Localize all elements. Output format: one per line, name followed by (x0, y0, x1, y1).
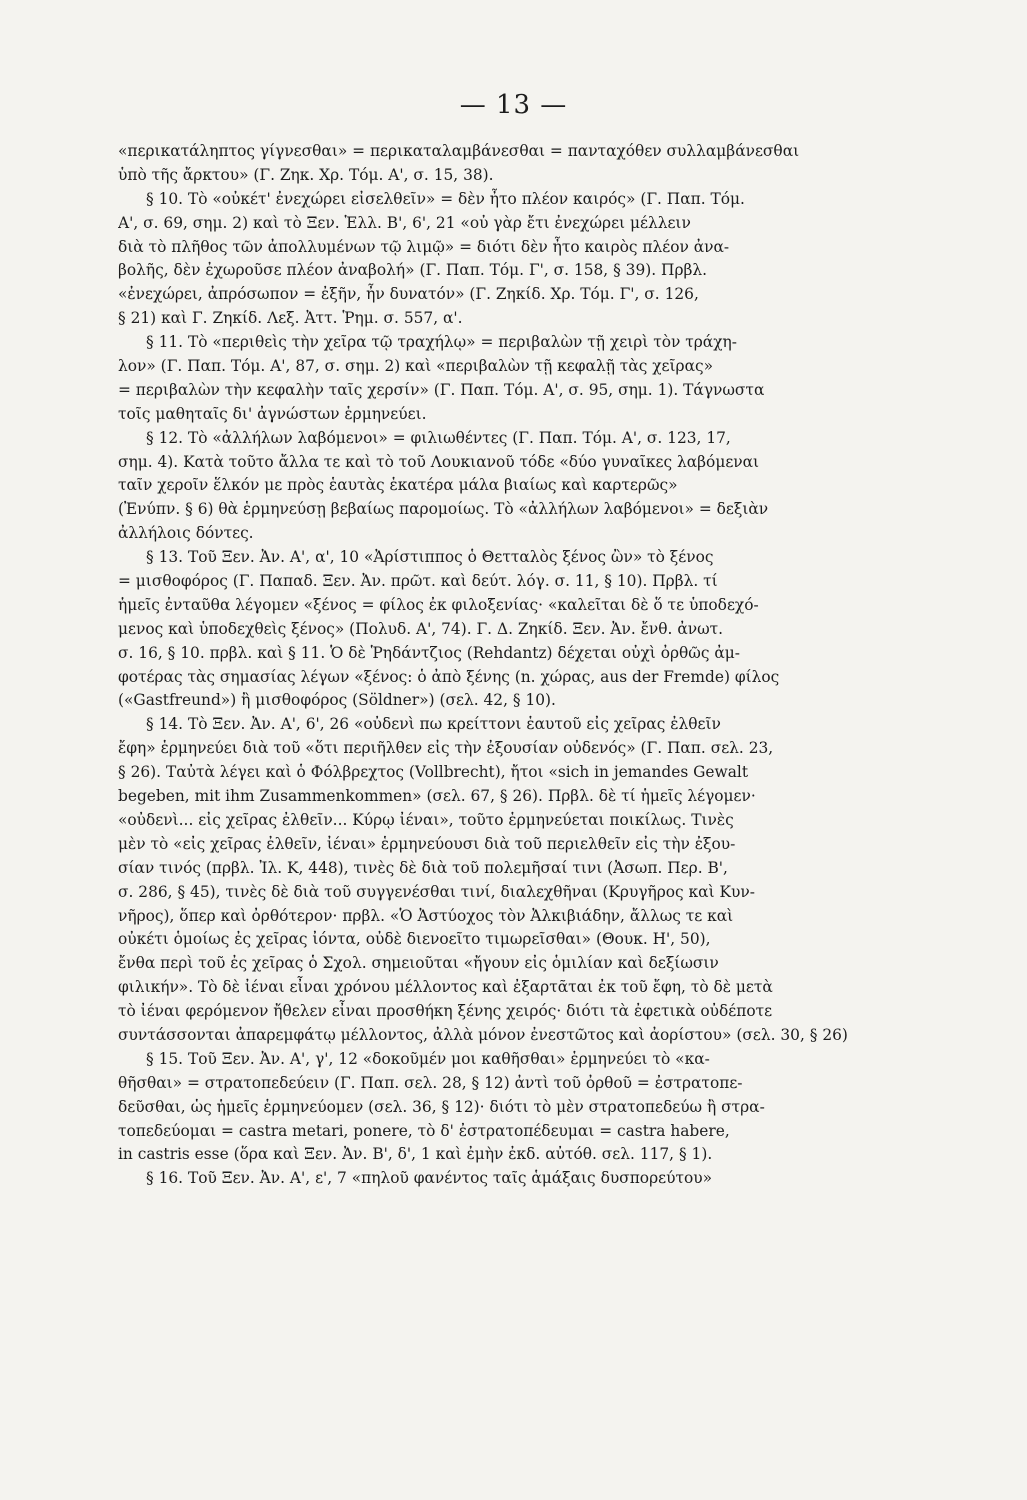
text-line: § 21) καὶ Γ. Ζηκίδ. Λεξ. Ἀττ. Ῥημ. σ. 557, α'. (118, 309, 463, 328)
text-line: σ. 16, § 10. πρβλ. καὶ § 11. Ὁ δὲ Ῥηδάντζιος (Rehdantz) δέχεται οὐχὶ ὀρθῶς ἀμ- (118, 643, 740, 662)
text-line: ὑπὸ τῆς ἄρκτου» (Γ. Ζηκ. Χρ. Τόμ. Α', σ. 15, 38). (118, 165, 494, 184)
text-line: («Gastfreund») ἢ μισθοφόρος (Söldner») (σελ. 42, § 10). (118, 691, 556, 710)
text-line: = μισθοφόρος (Γ. Παπαδ. Ξεν. Ἀν. πρῶτ. καὶ δεύτ. λόγ. σ. 11, § 10). Πρβλ. τί (118, 572, 718, 591)
text-line: φιλικήν». Τὸ δὲ ἰέναι εἶναι χρόνου μέλλοντος καὶ ἐξαρτᾶται ἐκ τοῦ ἔφη, τὸ δὲ μετὰ (118, 978, 773, 997)
text-line: ἔφη» ἑρμηνεύει διὰ τοῦ «ὅτι περιῆλθεν εἰς τὴν ἐξουσίαν οὐδενός» (Γ. Παπ. σελ. 23, (118, 739, 774, 758)
text-line: § 16. Τοῦ Ξεν. Ἀν. Α', ε', 7 «πηλοῦ φανέντος ταῖς ἁμάξαις δυσπορεύτου» (146, 1169, 713, 1188)
text-line: διὰ τὸ πλῆθος τῶν ἀπολλυμένων τῷ λιμῷ» = διότι δὲν ἦτο καιρὸς πλέον ἀνα- (118, 237, 730, 256)
text-line: νῆρος), ὅπερ καὶ ὀρθότερον· πρβλ. «Ὁ Ἀστύοχος τὸν Ἀλκιβιάδην, ἄλλως τε καὶ (118, 906, 734, 925)
text-line: μενος καὶ ὑποδεχθεὶς ξένος» (Πολυδ. Α', 74). Γ. Δ. Ζηκίδ. Ξεν. Ἀν. ἔνθ. ἀνωτ. (118, 619, 724, 638)
text-line: οὐκέτι ὁμοίως ἐς χεῖρας ἰόντα, οὐδὲ διενοεῖτο τιμωρεῖσθαι» (Θουκ. Η', 50), (118, 930, 711, 949)
text-line: τὸ ἰέναι φερόμενον ἤθελεν εἶναι προσθήκη ξένης χειρός· διότι τὰ ἐφετικὰ οὐδέποτε (118, 1002, 773, 1021)
text-line: τοπεδεύομαι = castra metari, ponere, τὸ δ' ἐστρατοπέδευμαι = castra habere, (118, 1121, 730, 1140)
body-text (118, 140, 900, 1191)
text-line: § 26). Ταὐτὰ λέγει καὶ ὁ Φόλβρεχτος (Vollbrecht), ἤτοι «sich in jemandes Gewalt (118, 763, 749, 782)
text-line: ἡμεῖς ἐνταῦθα λέγομεν «ξένος = φίλος ἐκ φιλοξενίας· «καλεῖται δὲ ὅ τε ὑποδεχό- (118, 595, 759, 614)
text-line: φοτέρας τὰς σημασίας λέγων «ξένος: ὁ ἀπὸ ξένης (n. χώρας, aus der Fremde) φίλος (118, 667, 780, 686)
text-line: δεῦσθαι, ὡς ἡμεῖς ἑρμηνεύομεν (σελ. 36, § 12)· διότι τὸ μὲν στρατοπεδεύω ἢ στρα- (118, 1097, 765, 1116)
text-line: «περικατάληπτος γίγνεσθαι» = περικαταλαμβάνεσθαι = πανταχόθεν συλλαμβάνεσθαι (118, 142, 800, 160)
text-line: «οὐδενὶ... εἰς χεῖρας ἐλθεῖν... Κύρῳ ἰέναι», τοῦτο ἑρμηνεύεται ποικίλως. Τινὲς (118, 810, 734, 829)
text-line: «ἐνεχώρει, ἀπρόσωπον = ἐξῆν, ἦν δυνατόν» (Γ. Ζηκίδ. Χρ. Τόμ. Γ', σ. 126, (118, 285, 699, 304)
text-line: ἀλλήλοις δόντες. (118, 524, 254, 543)
text-line: § 13. Τοῦ Ξεν. Ἀν. Α', α', 10 «Ἀρίστιππος ὁ Θετταλὸς ξένος ὢν» τὸ ξένος (146, 548, 714, 567)
text-line: σημ. 4). Κατὰ τοῦτο ἄλλα τε καὶ τὸ τοῦ Λουκιανοῦ τόδε «δύο γυναῖκες λαβόμεναι (118, 452, 760, 471)
text-line: τοῖς μαθηταῖς δι' ἀγνώστων ἑρμηνεύει. (118, 404, 427, 423)
text-line: σίαν τινός (πρβλ. Ἰλ. Κ, 448), τινὲς δὲ διὰ τοῦ πολεμῆσαί τινι (Ἀσωπ. Περ. Β', (118, 858, 728, 877)
text-line: λον» (Γ. Παπ. Τόμ. Α', 87, σ. σημ. 2) καὶ «περιβαλὼν τῇ κεφαλῇ τὰς χεῖρας» (118, 357, 714, 376)
text-line: § 15. Τοῦ Ξεν. Ἀν. Α', γ', 12 «δοκοῦμέν μοι καθῆσθαι» ἑρμηνεύει τὸ «κα- (146, 1049, 710, 1068)
text-line: βολῆς, δὲν ἐχωροῦσε πλέον ἀναβολή» (Γ. Παπ. Τόμ. Γ', σ. 158, § 39). Πρβλ. (118, 261, 708, 280)
text-line: § 12. Τὸ «ἀλλήλων λαβόμενοι» = φιλιωθέντες (Γ. Παπ. Τόμ. Α', σ. 123, 17, (146, 428, 731, 447)
text-line: μὲν τὸ «εἰς χεῖρας ἐλθεῖν, ἰέναι» ἑρμηνεύουσι διὰ τοῦ περιελθεῖν εἰς τὴν ἐξου- (118, 834, 736, 853)
text-line: ταῖν χεροῖν ἕλκόν με πρὸς ἑαυτὰς ἑκατέρα μάλα βιαίως καὶ καρτερῶς» (118, 476, 678, 495)
text-line: § 11. Τὸ «περιθεὶς τὴν χεῖρα τῷ τραχήλῳ» = περιβαλὼν τῇ χειρὶ τὸν τράχη- (146, 333, 737, 352)
text-line: = περιβαλὼν τὴν κεφαλὴν ταῖς χερσίν» (Γ. Παπ. Τόμ. Α', σ. 95, σημ. 1). Τάγνωστα (118, 380, 765, 399)
text-line: σ. 286, § 45), τινὲς δὲ διὰ τοῦ συγγενέσθαι τινί, διαλεχθῆναι (Κρυγῆρος καὶ Κυν- (118, 882, 755, 901)
text-line: in castris esse (ὅρα καὶ Ξεν. Ἀν. Β', δ', 1 καὶ ἐμὴν ἐκδ. αὐτόθ. σελ. 117, § 1). (118, 1145, 713, 1164)
text-line: begeben, mit ihm Zusammenkommen» (σελ. 67, § 26). Πρβλ. δὲ τί ἡμεῖς λέγομεν· (118, 787, 756, 806)
page-number: — 13 — (459, 90, 568, 120)
text-line: συντάσσονται ἀπαρεμφάτῳ μέλλοντος, ἀλλὰ μόνον ἐνεστῶτος καὶ ἀορίστου» (σελ. 30, § 26) (118, 1025, 848, 1044)
text-line: ἔνθα περὶ τοῦ ἐς χεῖρας ὁ Σχολ. σημειοῦται «ἤγουν εἰς ὁμιλίαν καὶ δεξίωσιν (118, 954, 719, 973)
text-line: Α', σ. 69, σημ. 2) καὶ τὸ Ξεν. Ἑλλ. Β', 6', 21 «οὐ γὰρ ἔτι ἐνεχώρει μέλλειν (118, 213, 691, 232)
text-line: (Ἐνύπν. § 6) θὰ ἑρμηνεύσῃ βεβαίως παρομοίως. Τὸ «ἀλλήλων λαβόμενοι» = δεξιὰν (118, 500, 769, 519)
text-line: § 14. Τὸ Ξεν. Ἀν. Α', 6', 26 «οὐδενὶ πω κρείττονι ἑαυτοῦ εἰς χεῖρας ἐλθεῖν (146, 715, 721, 734)
text-line: § 10. Τὸ «οὐκέτ' ἐνεχώρει εἰσελθεῖν» = δὲν ἦτο πλέον καιρός» (Γ. Παπ. Τόμ. (146, 189, 745, 208)
text-line: θῆσθαι» = στρατοπεδεύειν (Γ. Παπ. σελ. 28, § 12) ἀντὶ τοῦ ὀρθοῦ = ἐστρατοπε- (118, 1073, 743, 1092)
